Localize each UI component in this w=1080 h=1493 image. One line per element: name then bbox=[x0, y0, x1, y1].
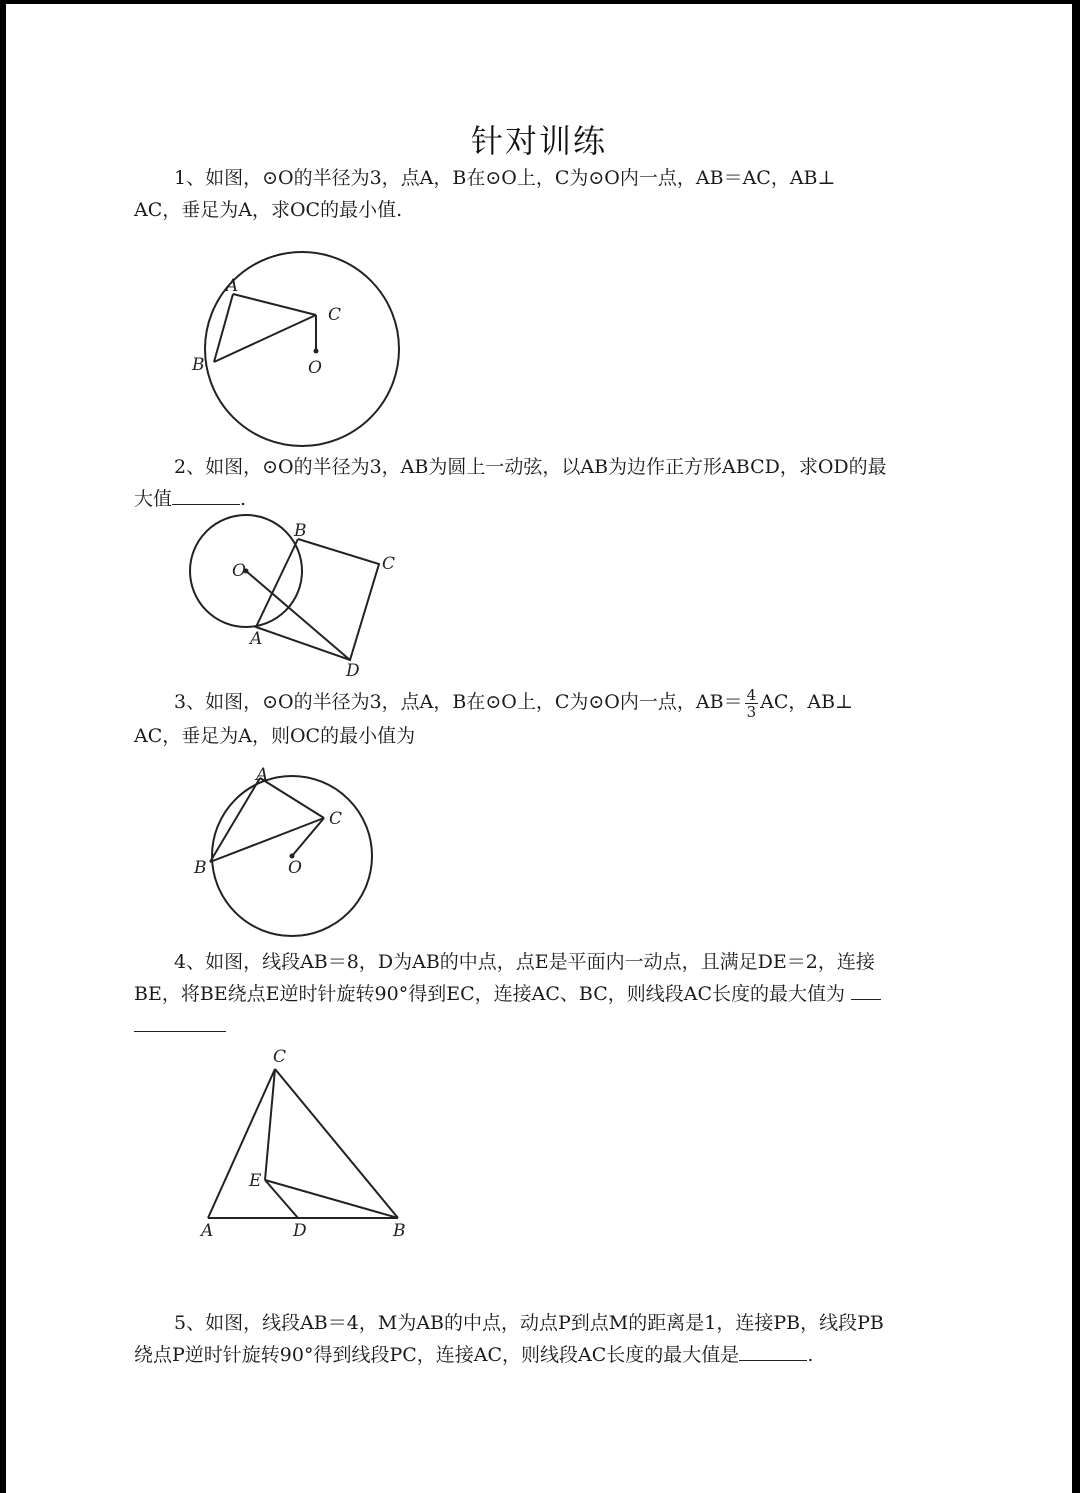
label-o: O bbox=[308, 358, 322, 378]
problem-3-line-1-end: AC，AB⊥ bbox=[760, 691, 853, 713]
label-e: E bbox=[249, 1171, 262, 1191]
label-c: C bbox=[329, 809, 343, 829]
problem-4-text bbox=[134, 946, 946, 1042]
problem-2-period: . bbox=[240, 488, 247, 510]
label-d: D bbox=[346, 661, 360, 681]
problem-1-line-1: 1、如图，⊙O的半径为3，点A，B在⊙O上，C为⊙O内一点，AB＝AC，AB⊥ bbox=[174, 167, 836, 189]
label-c: C bbox=[273, 1047, 287, 1067]
fraction-4-3 bbox=[745, 687, 759, 720]
problem-2-line-1: 2、如图，⊙O的半径为3，AB为圆上一动弦，以AB为边作正方形ABCD，求OD的最 bbox=[174, 456, 887, 478]
worksheet-page bbox=[6, 4, 1072, 1493]
label-b: B bbox=[194, 858, 207, 878]
segment-eb bbox=[265, 1180, 398, 1218]
segment-ac bbox=[233, 294, 316, 315]
answer-blank[interactable] bbox=[172, 484, 240, 505]
label-o: O bbox=[232, 561, 246, 581]
segment-ab bbox=[210, 778, 260, 862]
segment-bc bbox=[214, 315, 316, 362]
segment-bc bbox=[210, 818, 324, 862]
page-title: 针对训练 bbox=[470, 122, 607, 160]
problem-3-figure bbox=[186, 766, 396, 946]
problem-5-period: . bbox=[807, 1344, 814, 1366]
problem-3-line-1-text: 3、如图，⊙O的半径为3，点A，B在⊙O上，C为⊙O内一点，AB＝ bbox=[174, 691, 743, 713]
label-a: A bbox=[226, 276, 239, 296]
label-b: B bbox=[294, 521, 307, 541]
answer-blank-start[interactable] bbox=[851, 979, 881, 1000]
fraction-denominator: 3 bbox=[746, 702, 757, 721]
problem-5-text bbox=[134, 1307, 946, 1371]
label-a: A bbox=[201, 1221, 214, 1241]
fraction-numerator: 4 bbox=[746, 685, 757, 704]
problem-4-line-2 bbox=[134, 978, 946, 1010]
problem-4-line-1: 4、如图，线段AB＝8，D为AB的中点，点E是平面内一动点，且满足DE＝2，连接 bbox=[174, 951, 875, 973]
problem-4-line-3 bbox=[134, 1010, 946, 1042]
point-o bbox=[314, 349, 319, 354]
problem-4-figure bbox=[191, 1044, 421, 1244]
answer-blank-continued[interactable] bbox=[134, 1011, 226, 1032]
problem-3-text bbox=[134, 686, 946, 752]
problem-2-line-2-text: 大值 bbox=[134, 488, 173, 510]
problem-3-line-1 bbox=[134, 686, 946, 720]
segment-ac bbox=[260, 778, 324, 818]
problem-1-text bbox=[134, 162, 946, 226]
problem-5-line-2-text: 绕点P逆时针旋转90°得到线段PC，连接AC，则线段AC长度的最大值是 bbox=[134, 1344, 740, 1366]
problem-1-line-2: AC，垂足为A，求OC的最小值. bbox=[134, 199, 403, 221]
label-b: B bbox=[393, 1221, 406, 1241]
label-c: C bbox=[328, 305, 342, 325]
square-abcd bbox=[256, 539, 379, 660]
problem-5-line-2 bbox=[134, 1339, 946, 1371]
problem-3-line-2: AC，垂足为A，则OC的最小值为 bbox=[134, 724, 416, 747]
label-b: B bbox=[192, 355, 205, 375]
problem-2-text bbox=[134, 451, 946, 515]
label-d: D bbox=[293, 1221, 307, 1241]
label-a: A bbox=[250, 629, 263, 649]
segment-ac bbox=[208, 1069, 275, 1218]
problem-4-line-2-text: BE，将BE绕点E逆时针旋转90°得到EC，连接AC、BC，则线段AC长度的最大值为 bbox=[134, 983, 845, 1005]
segment-bc bbox=[275, 1069, 398, 1218]
problem-2-figure bbox=[186, 514, 416, 684]
label-o: O bbox=[288, 858, 302, 878]
label-a: A bbox=[256, 765, 269, 785]
label-c: C bbox=[382, 554, 396, 574]
problem-2-line-2 bbox=[134, 483, 946, 515]
problem-1-figure bbox=[186, 259, 426, 449]
problem-5-line-1: 5、如图，线段AB＝4，M为AB的中点，动点P到点M的距离是1，连接PB，线段PB bbox=[174, 1312, 884, 1334]
answer-blank[interactable] bbox=[739, 1340, 807, 1361]
